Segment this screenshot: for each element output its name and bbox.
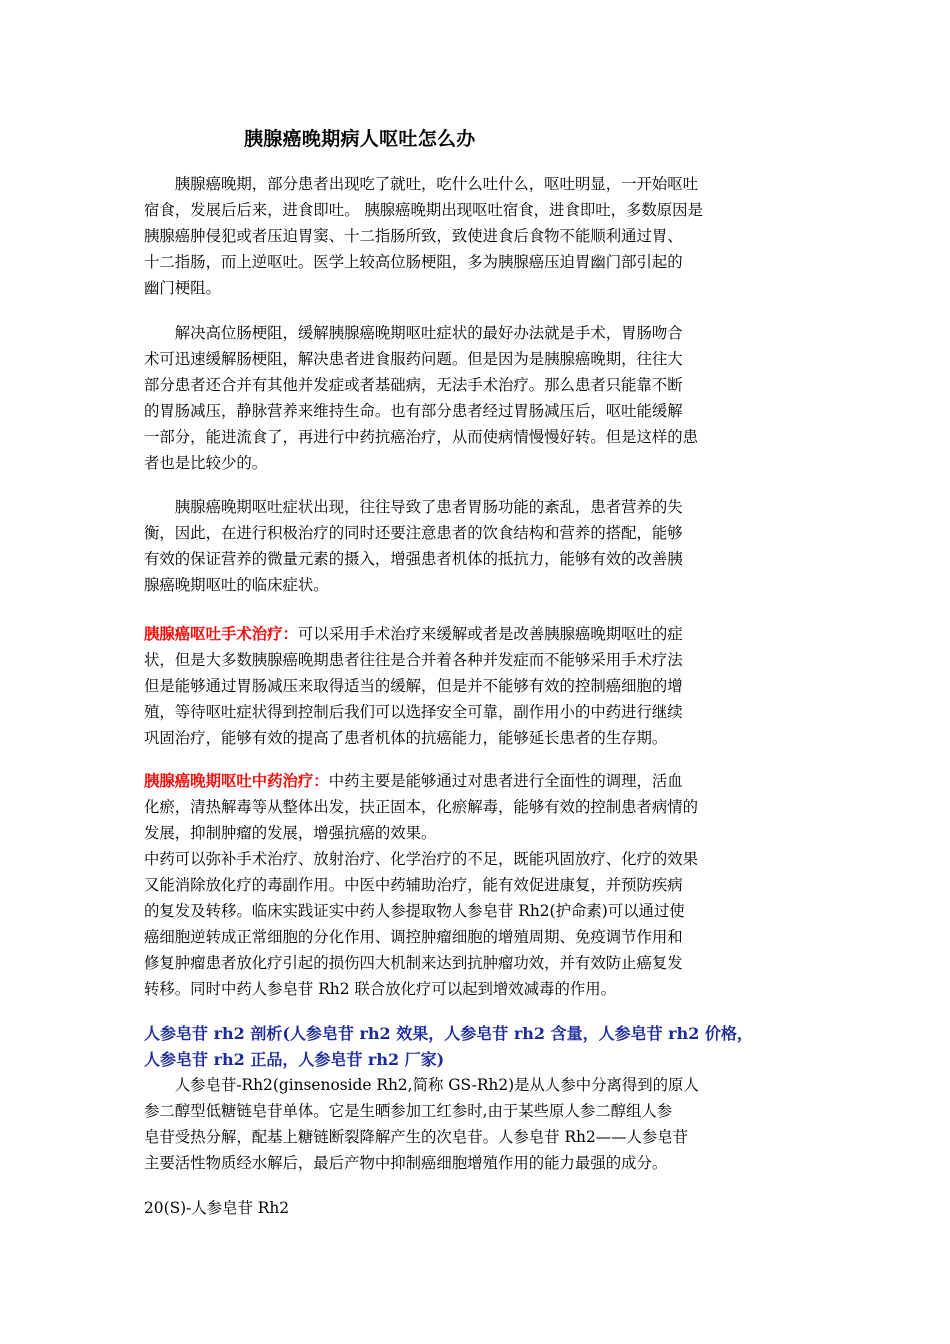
text-line: 巩固治疗，能够有效的提高了患者机体的抗癌能力，能够延长患者的生存期。 bbox=[144, 729, 668, 747]
tcm-first-line: 中药主要是能够通过对患者进行全面性的调理，活血 bbox=[328, 772, 683, 790]
text-line bbox=[144, 621, 808, 647]
text-line: 腺癌晚期呕吐的临床症状。 bbox=[144, 576, 329, 594]
paragraph-rh2 bbox=[144, 1072, 808, 1176]
text-line: 胰腺癌晚期呕吐症状出现，往往导致了患者胃肠功能的紊乱，患者营养的失 bbox=[144, 498, 683, 516]
footer-text: 20(S)-人参皂苷 Rh2 bbox=[144, 1199, 290, 1217]
text-line: 又能消除放化疗的毒副作用。中医中药辅助治疗，能有效促进康复，并预防疾病 bbox=[144, 876, 683, 894]
text-line: 主要活性物质经水解后，最后产物中抑制癌细胞增殖作用的能力最强的成分。 bbox=[144, 1154, 668, 1172]
text-line: 有效的保证营养的微量元素的摄入，增强患者机体的抵抗力，能够有效的改善胰 bbox=[144, 550, 683, 568]
paragraph-1 bbox=[144, 171, 808, 301]
text-line: 修复肿瘤患者放化疗引起的损伤四大机制来达到抗肿瘤功效，并有效防止癌复发 bbox=[144, 954, 683, 972]
text-line: 宿食，发展后后来，进食即吐。 胰腺癌晚期出现呕吐宿食，进食即吐，多数原因是 bbox=[144, 201, 703, 219]
text-line: 殖，等待呕吐症状得到控制后我们可以选择安全可靠，副作用小的中药进行继续 bbox=[144, 703, 683, 721]
heading-line: 人参皂苷 rh2 剖析(人参皂苷 rh2 效果，人参皂苷 rh2 含量，人参皂苷 rh2 价格， bbox=[144, 1024, 753, 1043]
text-line: 衡，因此，在进行积极治疗的同时还要注意患者的饮食结构和营养的搭配，能够 bbox=[144, 524, 683, 542]
paragraph-3 bbox=[144, 494, 808, 598]
text-line: 状，但是大多数胰腺癌晚期患者往往是合并着各种并发症而不能够采用手术疗法 bbox=[144, 651, 683, 669]
surgery-first-line: 可以采用手术治疗来缓解或者是改善胰腺癌晚期呕吐的症 bbox=[297, 625, 683, 643]
paragraph-surgery bbox=[144, 621, 808, 751]
text-line: 的复发及转移。临床实践证实中药人参提取物人参皂苷 Rh2(护命素)可以通过使 bbox=[144, 902, 685, 920]
text-line: 皂苷受热分解，配基上糖链断裂降解产生的次皂苷。人参皂苷 Rh2——人参皂苷 bbox=[144, 1128, 689, 1146]
text-line bbox=[144, 768, 808, 794]
text-line: 转移。同时中药人参皂苷 Rh2 联合放化疗可以起到增效减毒的作用。 bbox=[144, 980, 617, 998]
text-line: 幽门梗阻。 bbox=[144, 279, 221, 297]
text-line: 参二醇型低糖链皂苷单体。它是生晒参加工红参时,由于某些原人参二醇组人参 bbox=[144, 1102, 673, 1120]
text-line: 人参皂苷-Rh2(ginsenoside Rh2,简称 GS-Rh2)是从人参中分离得到的原人 bbox=[144, 1076, 699, 1094]
text-line: 部分患者还合并有其他并发症或者基础病，无法手术治疗。那么患者只能靠不断 bbox=[144, 376, 683, 394]
text-line: 一部分，能进流食了，再进行中药抗癌治疗，从而使病情慢慢好转。但是这样的患 bbox=[144, 428, 699, 446]
text-line: 中药可以弥补手术治疗、放射治疗、化学治疗的不足，既能巩固放疗、化疗的效果 bbox=[144, 850, 699, 868]
document-title: 胰腺癌晚期病人呕吐怎么办 bbox=[244, 128, 476, 150]
text-line: 发展，抑制肿瘤的发展，增强抗癌的效果。 bbox=[144, 824, 437, 842]
heading-line: 人参皂苷 rh2 正品，人参皂苷 rh2 厂家) bbox=[144, 1050, 445, 1069]
text-line: 但是能够通过胃肠减压来取得适当的缓解，但是并不能够有效的控制癌细胞的增 bbox=[144, 677, 683, 695]
paragraph-2 bbox=[144, 320, 808, 476]
text-line: 解决高位肠梗阻，缓解胰腺癌晚期呕吐症状的最好办法就是手术，胃肠吻合 bbox=[144, 324, 683, 342]
text-line: 十二指肠，而上逆呕吐。医学上较高位肠梗阻，多为胰腺癌压迫胃幽门部引起的 bbox=[144, 253, 683, 271]
rh2-heading bbox=[144, 1021, 808, 1073]
text-line: 术可迅速缓解肠梗阻，解决患者进食服药问题。但是因为是胰腺癌晚期，往往大 bbox=[144, 350, 683, 368]
text-line: 癌细胞逆转成正常细胞的分化作用、调控肿瘤细胞的增殖周期、免疫调节作用和 bbox=[144, 928, 683, 946]
text-line: 化瘀，清热解毒等从整体出发，扶正固本，化瘀解毒，能够有效的控制患者病情的 bbox=[144, 798, 699, 816]
text-line: 胰腺癌晚期，部分患者出现吃了就吐，吃什么吐什么，呕吐明显，一开始呕吐 bbox=[144, 175, 699, 193]
text-line: 胰腺癌肿侵犯或者压迫胃窦、十二指肠所致，致使进食后食物不能顺利通过胃、 bbox=[144, 227, 683, 245]
paragraph-tcm bbox=[144, 768, 808, 1002]
text-line: 的胃肠减压，静脉营养来维持生命。也有部分患者经过胃肠减压后，呕吐能缓解 bbox=[144, 402, 683, 420]
text-line: 者也是比较少的。 bbox=[144, 454, 268, 472]
tcm-label: 胰腺癌晚期呕吐中药治疗： bbox=[144, 772, 329, 790]
surgery-label: 胰腺癌呕吐手术治疗： bbox=[144, 625, 298, 643]
